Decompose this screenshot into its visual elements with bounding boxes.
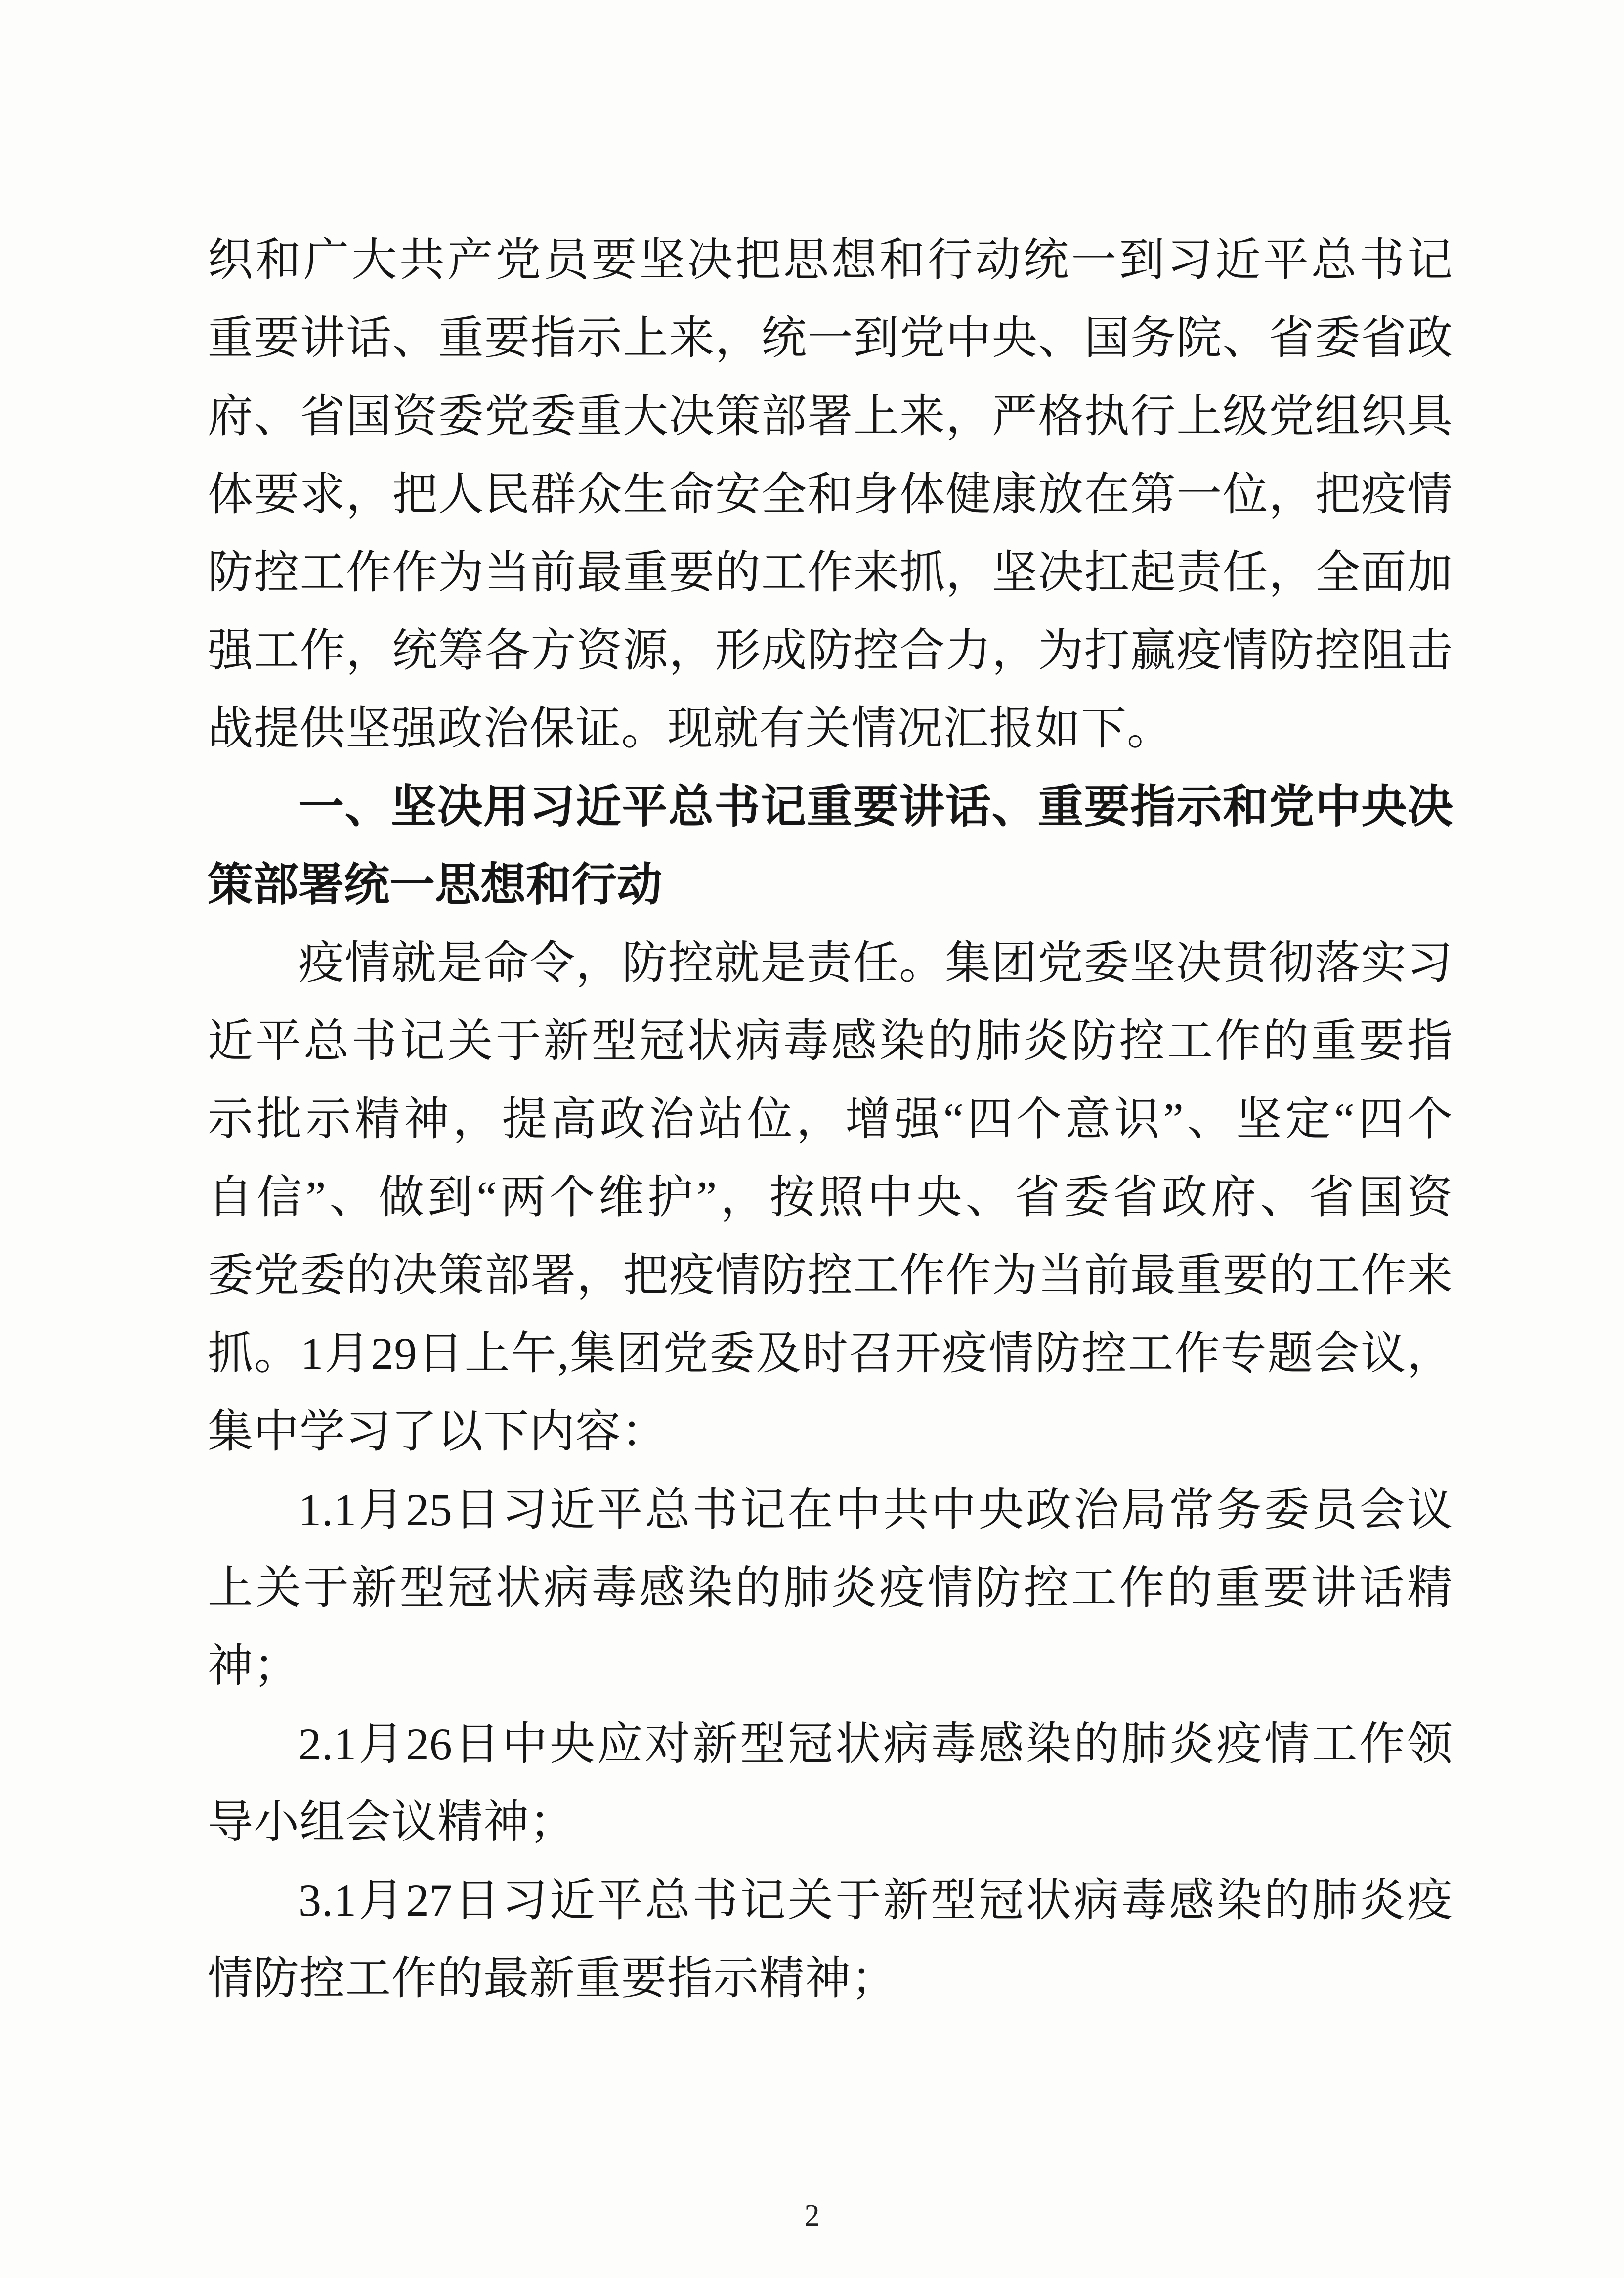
text-line: 府、省国资委党委重大决策部署上来，严格执行上级党组织具 bbox=[208, 391, 1453, 441]
text-line: 示批示精神，提高政治站位，增强“四个意识”、坚定“四个 bbox=[208, 1094, 1453, 1144]
page-number: 2 bbox=[804, 2199, 820, 2233]
text-line: 2.1月26日中央应对新型冠状病毒感染的肺炎疫情工作领 bbox=[299, 1719, 1453, 1769]
heading-line: 一、坚决用习近平总书记重要讲话、重要指示和党中央决 bbox=[299, 782, 1453, 832]
text-line: 神； bbox=[208, 1641, 300, 1691]
text-line: 集中学习了以下内容： bbox=[208, 1406, 668, 1457]
document-body bbox=[208, 221, 1453, 2017]
text-line: 1.1月25日习近平总书记在中共中央政治局常务委员会议 bbox=[299, 1485, 1453, 1535]
text-line: 上关于新型冠状病毒感染的肺炎疫情防控工作的重要讲话精 bbox=[208, 1563, 1453, 1613]
text-line: 强工作，统筹各方资源，形成防控合力，为打赢疫情防控阻击 bbox=[208, 625, 1453, 676]
text-line: 战提供坚强政治保证。现就有关情况汇报如下。 bbox=[208, 703, 1173, 754]
text-line: 疫情就是命令，防控就是责任。集团党委坚决贯彻落实习 bbox=[299, 938, 1453, 988]
text-line: 织和广大共产党员要坚决把思想和行动统一到习近平总书记 bbox=[208, 235, 1453, 285]
text-line: 自信”、做到“两个维护”，按照中央、省委省政府、省国资 bbox=[208, 1172, 1453, 1223]
text-line: 委党委的决策部署，把疫情防控工作作为当前最重要的工作来 bbox=[208, 1250, 1453, 1301]
text-line: 情防控工作的最新重要指示精神； bbox=[208, 1953, 897, 2004]
text-line: 体要求，把人民群众生命安全和身体健康放在第一位，把疫情 bbox=[208, 469, 1453, 520]
text-line: 重要讲话、重要指示上来，统一到党中央、国务院、省委省政 bbox=[208, 313, 1453, 363]
text-line: 近平总书记关于新型冠状病毒感染的肺炎防控工作的重要指 bbox=[208, 1016, 1453, 1066]
text-line: 3.1月27日习近平总书记关于新型冠状病毒感染的肺炎疫 bbox=[299, 1875, 1453, 1926]
text-line: 防控工作作为当前最重要的工作来抓，坚决扛起责任，全面加 bbox=[208, 547, 1453, 598]
heading-line: 策部署统一思想和行动 bbox=[208, 860, 663, 910]
text-line: 抓。1月29日上午,集团党委及时召开疫情防控工作专题会议， bbox=[208, 1328, 1453, 1379]
text-line: 导小组会议精神； bbox=[208, 1797, 576, 1847]
